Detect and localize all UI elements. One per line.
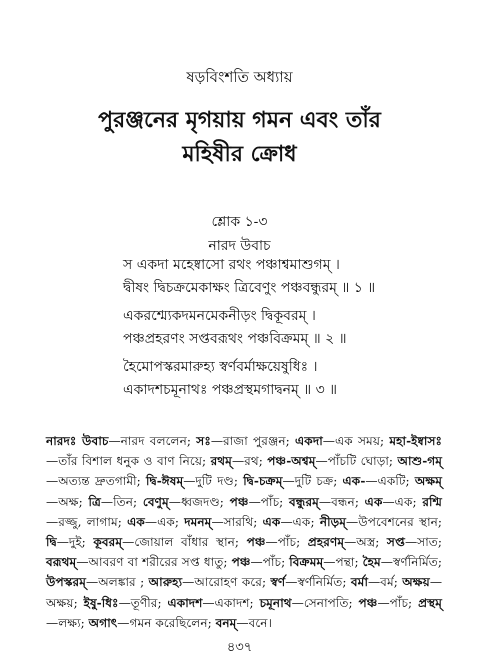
synonym-term: পঞ্চ [229, 494, 249, 509]
synonym-term: দমনম্ [184, 514, 212, 529]
synonym-meaning: তাঁর বিশাল ধনুক ও বাণ নিয়ে; [58, 454, 211, 469]
synonym-meaning: এক সময়; [334, 434, 390, 448]
synonym-term: রশ্মি [422, 494, 443, 509]
synonym-term: চমূনাথ [259, 595, 292, 610]
synonym-meaning: নারদ বললেন; [120, 434, 197, 448]
verse-line: একরশ্ম্যেকদমনমেকনীড়ং দ্বিকূবরম্ । [123, 308, 316, 324]
synonym-meaning: অত্যন্ত দ্রুতগামী; [58, 474, 146, 489]
synonym-term: ইষু-ধিঃ [83, 595, 119, 610]
synonym-term: প্রস্থম্ [418, 595, 442, 610]
synonym-meaning: তূণীর; [130, 595, 168, 610]
verse-number: শ্লোক ১-৩ [211, 214, 268, 230]
synonym-term: এক [262, 514, 281, 529]
speaker-line: নারদ উবাচ [208, 238, 271, 254]
synonym-term: পঞ্চ [231, 555, 251, 570]
synonym-term: প্রহরণম্ [307, 535, 345, 550]
synonym-meaning: অলঙ্কার ; [98, 575, 149, 590]
synonym-term: দ্বি-ঈষম্ [145, 474, 184, 489]
verse-line: হৈমোপস্করমারুহ্য স্বর্ণবর্মাক্ষয়েষুধিঃ । [123, 359, 318, 375]
verse-line: পঞ্চপ্রহরণং সপ্তবরূথং পঞ্চবিক্রমম্ ॥ ২ ॥ [123, 330, 347, 347]
synonym-meaning: অক্ষয়; [46, 595, 84, 610]
synonym-term: পঞ্চ [358, 595, 378, 610]
synonym-meaning: রাজা পুরঞ্জন; [223, 434, 296, 448]
synonym-term: পঞ্চ [246, 535, 266, 550]
synonym-term: স্বর্ণ [270, 575, 286, 590]
synonym-meaning: এক; [157, 514, 185, 529]
synonym-term: এক [364, 494, 383, 509]
verse-line: দ্বীষং দ্বিচক্রমেকাক্ষং ত্রিবেণুং পঞ্চবন্ধুরম্ ॥ ১ ॥ [123, 279, 376, 296]
synonym-meaning: রথ; [244, 454, 268, 469]
synonym-term: বর্মা [350, 575, 368, 590]
synonym-meaning: পন্থা; [335, 555, 363, 570]
synonym-term: বন্ধুরম্ [289, 494, 319, 509]
synonym-term: এক [127, 514, 145, 529]
synonym-meaning: উপবেশনের স্থান; [358, 514, 442, 529]
synonym-meaning: এক; [292, 514, 320, 529]
synonym-term: একাদশ [167, 595, 203, 610]
synonym-meaning: বনে। [248, 615, 272, 630]
synonym-meaning: সাত; [417, 535, 442, 550]
synonym-term: আরুহ্য [148, 575, 183, 590]
synonym-meaning: একাদশ; [214, 595, 260, 610]
synonym-meaning: দুই; [68, 535, 94, 550]
synonym-term: অগাৎ [88, 615, 118, 630]
synonym-meaning: রজ্জু, লাগাম; [58, 514, 128, 529]
synonym-meaning: জোয়াল বাঁধার স্থান; [134, 535, 247, 550]
synonym-term: সঃ [196, 434, 211, 448]
sanskrit-verses [123, 254, 463, 401]
synonym-meaning: পাঁচ; [260, 494, 290, 509]
page-title-line-2: মহিষীর ক্রোধ [182, 142, 297, 167]
synonym-term: নারদঃ উবাচ [46, 434, 109, 448]
synonym-meaning: পাঁচ; [277, 535, 308, 550]
synonym-meaning: বন্ধন; [331, 494, 365, 509]
synonym-meaning: পাঁচ; [389, 595, 419, 610]
synonym-term: বনম্ [215, 615, 237, 630]
synonym-meaning: স্বর্ণনির্মিত; [392, 555, 442, 570]
synonym-term: কূবরম্ [93, 535, 123, 550]
verse-line: স একদা মহেষ্বাসো রথং পঞ্চাশ্বমাশুগম্ । [123, 257, 340, 273]
synonym-term: নীড়ম্ [319, 514, 347, 529]
synonym-meaning: লক্ষ্য; [58, 615, 89, 630]
synonym-meaning: স্বর্ণনির্মিত; [297, 575, 351, 590]
synonym-meaning: সেনাপতি; [303, 595, 359, 610]
synonym-meaning: আবরণ বা শরীরের সপ্ত ধাতু; [88, 555, 232, 570]
page-title-line-1: পুরঞ্জনের মৃগয়ায় গমন এবং তাঁর [98, 108, 381, 133]
synonym-meaning: তিন; [113, 494, 143, 509]
word-meanings: নারদঃ উবাচ—নারদ বললেন; সঃ—রাজা পুরঞ্জন; একদা—এক সময়; মহা-ইষ্বাসঃ—তাঁর বিশাল ধনুক ও বাণ নিয়ে; রথম্—রথ; পঞ্চ-অশ্বম্—পাঁচটি ঘোড়া; আশু-গম্—অত্যন্ত দ্রুতগামী; দ্বি-ঈষম্—দুটি দণ্ড; দ্বি-চক্রম্—দুটি চক্র; এক-—একটি; অক্ষম্—অক্ষ; ত্রি—তিন; বেণুম্—ধ্বজদণ্ড; পঞ্চ—পাঁচ; বন্ধুরম্—বন্ধন; এক—এক; রশ্মি—রজ্জু, লাগাম; এক—এক; দমনম্—সারথি; এক—এক; নীড়ম্—উপবেশনের স্থান; দ্বি—দুই; কূবরম্—জোয়াল বাঁধার স্থান; পঞ্চ—পাঁচ; প্রহরণম্—অস্ত্র; সপ্ত—সাত; বরূথম্—আবরণ বা শরীরের সপ্ত ধাতু; পঞ্চ—পাঁচ; বিক্রমম্—পন্থা; হৈম—স্বর্ণনির্মিত; উপস্করম্—অলঙ্কার ; আরুহ্য—আরোহণ করে; স্বর্ণ—স্বর্ণনির্মিত; বর্মা—বর্ম; অক্ষয়—অক্ষয়; ইষু-ধিঃ—তূণীর; একাদশ—একাদশ; চমূনাথ—সেনাপতি; পঞ্চ—পাঁচ; প্রস্থম্—লক্ষ্য; অগাৎ—গমন করেছিলেন; বনম্—বনে। [46, 434, 443, 630]
verse-line: একাদশচমূনাথঃ পঞ্চপ্রস্থমগাদ্বনম্ ॥ ৩ ॥ [123, 381, 338, 398]
synonym-meaning: ধ্বজদণ্ড; [180, 494, 230, 509]
synonym-term: এক- [342, 474, 366, 489]
synonym-meaning: বর্ম; [380, 575, 403, 590]
synonym-meaning: অস্ত্র; [356, 535, 387, 550]
synonym-term: মহা-ইষ্বাসঃ [389, 434, 443, 448]
synonym-term: দ্বি [46, 535, 57, 550]
synonym-term: আশু-গম্ [397, 454, 443, 469]
synonym-term: সপ্ত [386, 535, 405, 550]
synonym-term: অক্ষয় [402, 575, 430, 590]
synonym-meaning: দুটি দণ্ড; [195, 474, 244, 489]
synonym-meaning: দুটি চক্র; [294, 474, 343, 489]
synonym-meaning: পাঁচটি ঘোড়া; [327, 454, 398, 469]
synonym-meaning: এক; [394, 494, 423, 509]
synonym-term: হৈম [362, 555, 381, 570]
synonym-term: পঞ্চ-অশ্বম্ [267, 454, 316, 469]
synonym-meaning: গমন করেছিলেন; [129, 615, 216, 630]
synonym-meaning: সারথি; [223, 514, 263, 529]
synonym-term: রথম্ [210, 454, 232, 469]
page-number: ৪৩৭ [226, 640, 253, 655]
chapter-heading: ষড়বিংশতি অধ্যায় [186, 68, 293, 86]
synonym-term: অক্ষম্ [414, 474, 443, 489]
synonym-meaning: একটি; [377, 474, 415, 489]
synonym-term: বেণুম্ [142, 494, 169, 509]
synonym-term: দ্বি-চক্রম্ [243, 474, 283, 489]
synonym-term: ত্রি [88, 494, 101, 509]
synonym-meaning: অক্ষ; [58, 494, 89, 509]
synonym-term: উপস্করম্ [46, 575, 87, 590]
synonym-term: একদা [295, 434, 323, 448]
synonym-term: বরূথম্ [46, 555, 77, 570]
synonym-meaning: আরোহণ করে; [194, 575, 271, 590]
synonym-meaning: পাঁচ; [262, 555, 290, 570]
synonym-term: বিক্রমম্ [289, 555, 324, 570]
